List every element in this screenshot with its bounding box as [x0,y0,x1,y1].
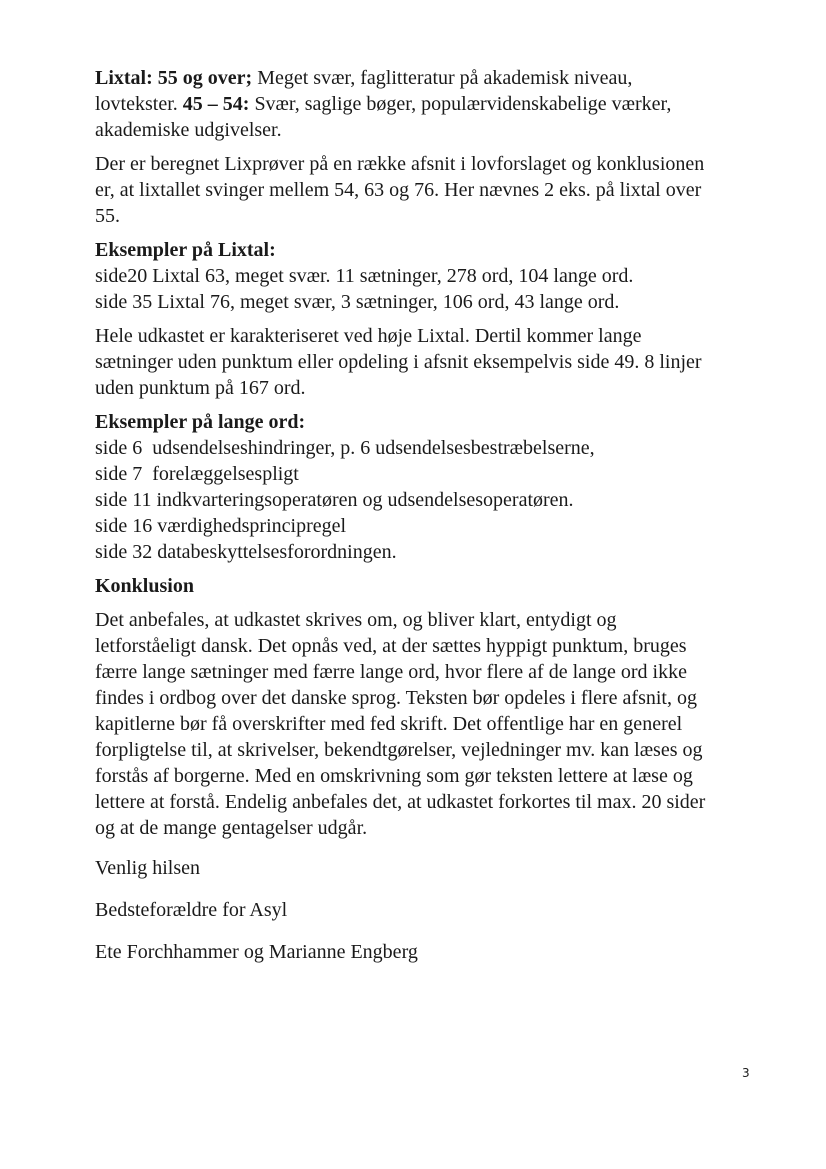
conclusion-line: forpligtelse til, at skrivelser, bekendtgørelser, vejledninger mv. kan læses og [95,739,703,761]
lix-definition-text: lovtekster. [95,93,183,115]
page-number: 3 [742,1066,750,1080]
text-line: uden punktum på 167 ord. [95,377,306,399]
lix-definition-line-2 [95,91,765,117]
lix-example-line: side20 Lixtal 63, meget svær. 11 sætninger, 278 ord, 104 lange ord. [95,265,634,287]
conclusion-line: lettere at forstå. Endelig anbefales det, at udkastet forkortes til max. 20 sider [95,791,706,813]
conclusion-heading: Konklusion [95,575,194,597]
long-word-example-line: side 7 forelæggelsespligt [95,463,299,485]
conclusion-line: og at de mange gentagelser udgår. [95,817,368,839]
long-words-section [95,409,765,565]
long-word-example-line: side 16 værdighedsprincipregel [95,515,347,537]
signatories: Ete Forchhammer og Marianne Engberg [95,941,418,963]
text-line: 55. [95,205,120,227]
lix-examples-section [95,237,765,315]
draft-characterization-paragraph [95,323,765,401]
lix-example-line: side 35 Lixtal 76, meget svær, 3 sætninger, 106 ord, 43 lange ord. [95,291,620,313]
lix-definition-line-1 [95,65,765,91]
page-content [95,65,765,981]
closing-greeting: Venlig hilsen [95,857,200,879]
conclusion-line: kapitlerne bør få overskrifter med fed skrift. Det offentlige har en generel [95,713,683,735]
text-line: er, at lixtallet svinger mellem 54, 63 og 76. Her nævnes 2 eks. på lixtal over [95,179,702,201]
lix-range-45-text: Svær, saglige bøger, populærvidenskabelige værker, [249,93,672,115]
lix-examples-heading: Eksempler på Lixtal: [95,239,276,261]
conclusion-line: færre lange sætninger med færre lange ord, hvor flere af de lange ord ikke [95,661,687,683]
text-line: Hele udkastet er karakteriseret ved høje Lixtal. Dertil kommer lange [95,325,642,347]
conclusion-line: letforståeligt dansk. Det opnås ved, at der sættes hyppigt punktum, bruges [95,635,687,657]
conclusion-line: findes i ordbog over det danske sprog. Teksten bør opdeles i flere afsnit, og [95,687,697,709]
lix-range-55-label: Lixtal: 55 og over; [95,67,253,89]
conclusion-line: forstås af borgerne. Med en omskrivning som gør teksten lettere at læse og [95,765,693,787]
organization-name: Bedsteforældre for Asyl [95,899,288,921]
lix-definitions [95,65,765,143]
long-word-example-line: side 32 databeskyttelsesforordningen. [95,541,397,563]
long-word-example-line: side 6 udsendelseshindringer, p. 6 udsendelsesbestræbelserne, [95,437,595,459]
lix-definition-line-3: akademiske udgivelser. [95,119,282,141]
lix-range-45-label: 45 – 54: [182,93,250,115]
lix-range-55-text: Meget svær, faglitteratur på akademisk niveau, [252,67,633,89]
long-words-heading: Eksempler på lange ord: [95,411,306,433]
text-line: sætninger uden punktum eller opdeling i afsnit eksempelvis side 49. 8 linjer [95,351,702,373]
lix-calculation-paragraph [95,151,765,229]
text-line: Der er beregnet Lixprøver på en række afsnit i lovforslaget og konklusionen [95,153,705,175]
long-word-example-line: side 11 indkvarteringsoperatøren og udsendelsesoperatøren. [95,489,574,511]
conclusion-line: Det anbefales, at udkastet skrives om, og bliver klart, entydigt og [95,609,617,631]
conclusion-section [95,573,765,841]
